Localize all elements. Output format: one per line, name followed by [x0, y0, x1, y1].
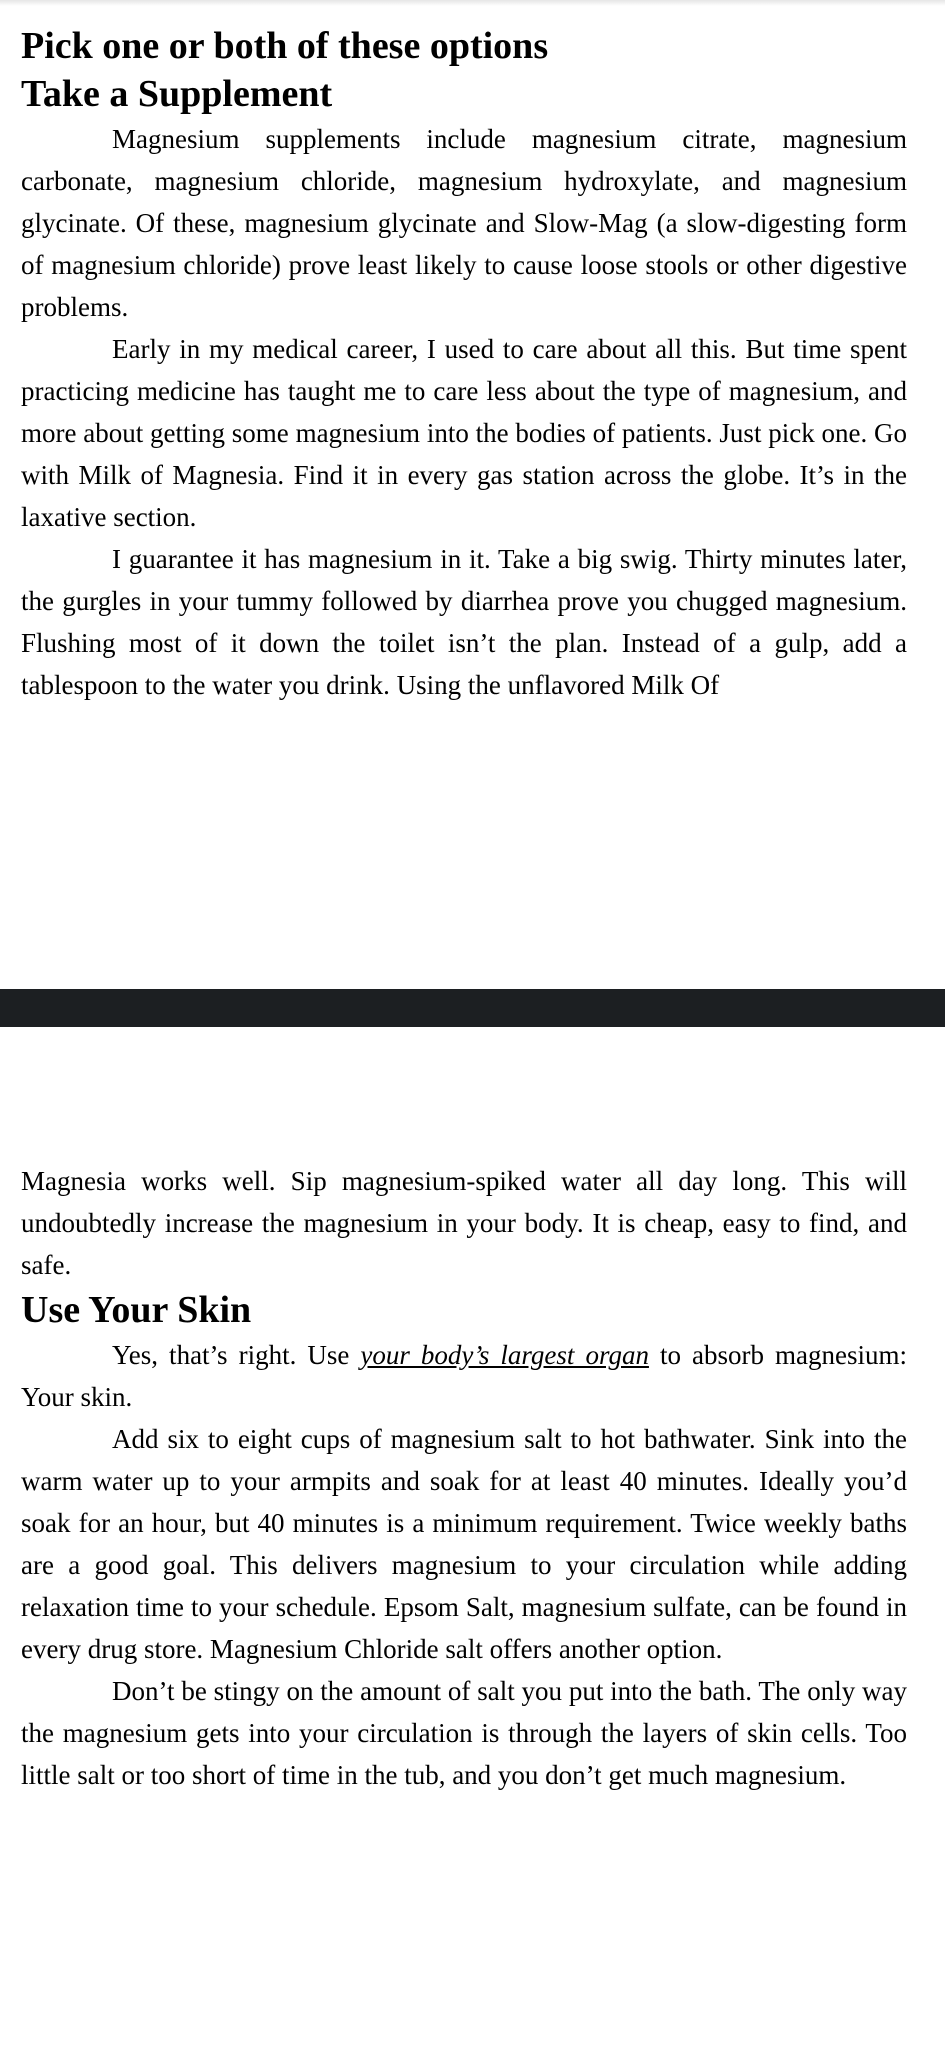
- paragraph-supplements: Magnesium supplements include magnesium citrate, magnesium carbonate, magnesium chloride, magnesium hydroxylate, and magnesium glycinate. Of these, magnesium glycinate and Slow-Mag (a slow-digesting form of magnesium chloride) prove least likely to cause loose stools or other digestive problems.: [21, 124, 907, 322]
- paragraph-use-skin: [21, 1334, 907, 1418]
- paragraph-continued: Magnesia works well. Sip magnesium-spiked water all day long. This will undoubtedly increase the magnesium in your body. It is cheap, easy to find, and safe.: [21, 1166, 907, 1280]
- page-2: [21, 1160, 907, 1796]
- page-separator: [0, 989, 945, 1027]
- skin-text-before: Yes, that’s right. Use: [112, 1340, 361, 1370]
- section-heading-supplement: Take a Supplement: [21, 73, 333, 115]
- largest-organ-link[interactable]: your body’s largest organ: [360, 1340, 649, 1370]
- page-title: Pick one or both of these options: [21, 25, 549, 67]
- paragraph-guarantee: I guarantee it has magnesium in it. Take a big swig. Thirty minutes later, the gurgles in your tummy followed by diarrhea prove you chugged magnesium. Flushing most of it down the toilet isn’t the plan. Instead of a gulp, add a tablespoon to the water you drink. Using the unflavored Milk Of: [21, 544, 907, 700]
- paragraph-bath: Add six to eight cups of magnesium salt to hot bathwater. Sink into the warm water up to your armpits and soak for at least 40 minutes. Ideally you’d soak for an hour, but 40 minutes is a minimum requirement. Twice weekly baths are a good goal. This delivers magnesium to your circulation while adding relaxation time to your schedule. Epsom Salt, magnesium sulfate, can be found in every drug store. Magnesium Chloride salt offers another option.: [21, 1424, 907, 1664]
- skin-text-after: to absorb magnesium: Your skin.: [21, 1340, 907, 1412]
- paragraph-salt: Don’t be stingy on the amount of salt you put into the bath. The only way the magnesium gets into your circulation is through the layers of skin cells. Too little salt or too short of time in the tub, and you don’t get much magnesium.: [21, 1676, 907, 1790]
- paragraph-medical-career: Early in my medical career, I used to care about all this. But time spent practicing medicine has taught me to care less about the type of magnesium, and more about getting some magnesium into the bodies of patients. Just pick one. Go with Milk of Magnesia. Find it in every gas station across the globe. It’s in the laxative section.: [21, 334, 907, 532]
- page-1: [21, 0, 907, 706]
- section-heading-skin: Use Your Skin: [21, 1289, 252, 1331]
